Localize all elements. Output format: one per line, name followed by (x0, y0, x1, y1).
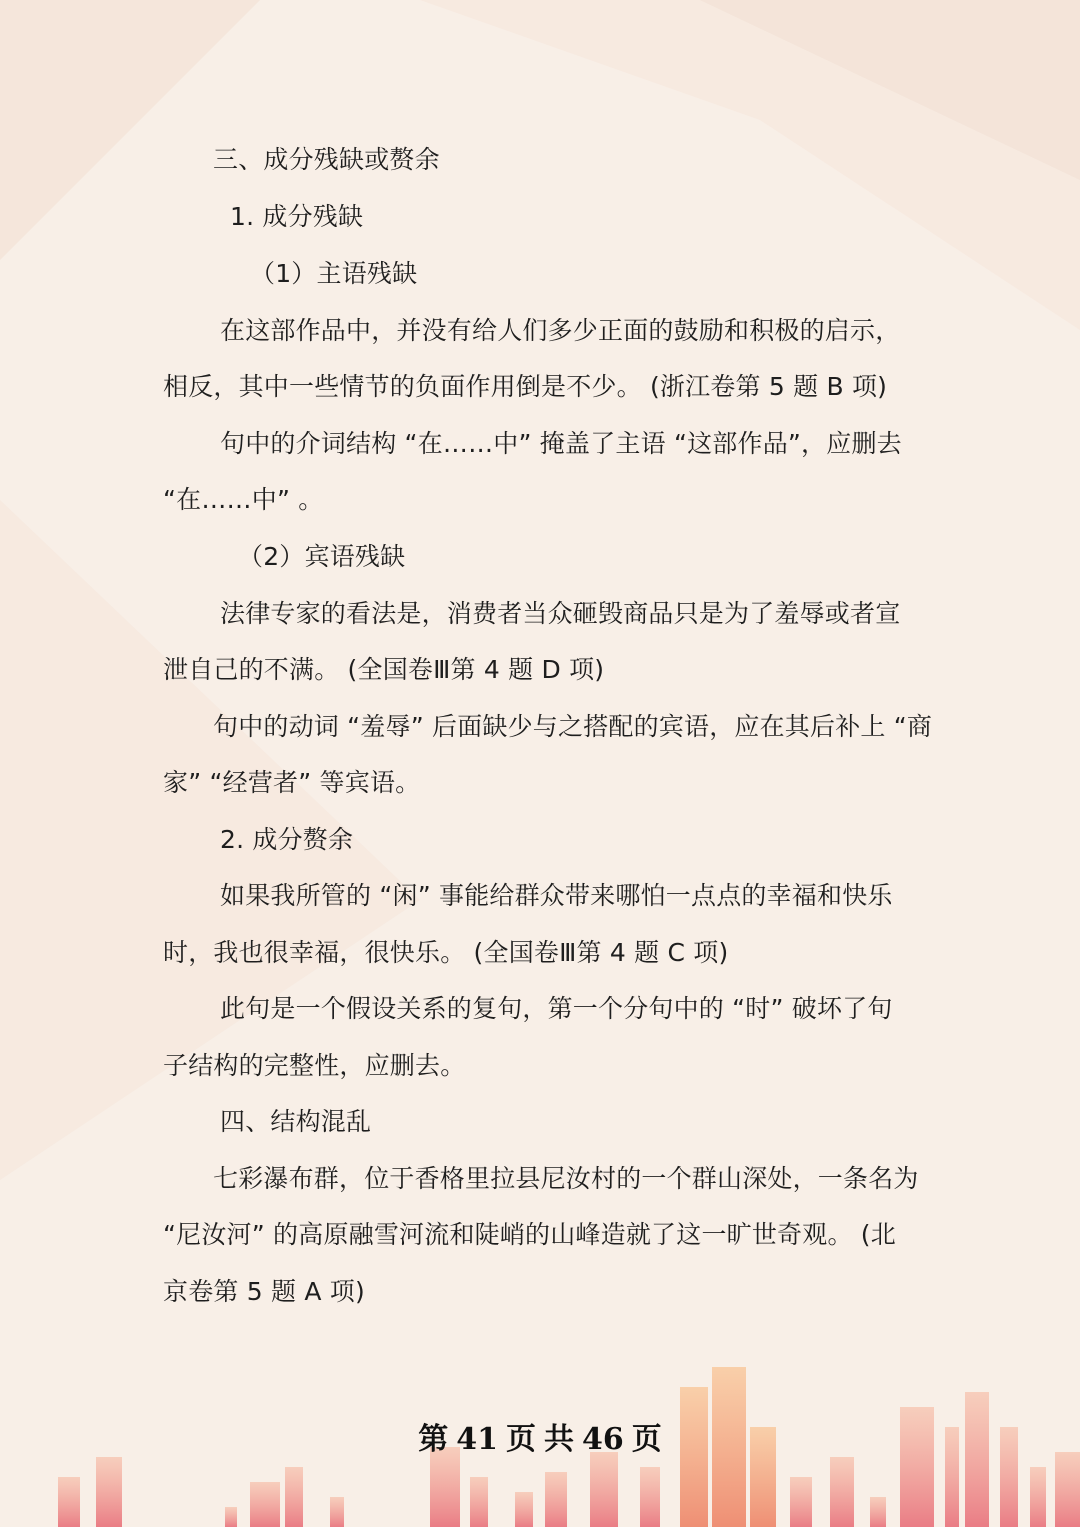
example-sentence: 泄自己的不满。 (全国卷Ⅲ第 4 题 D 项) (163, 655, 605, 684)
footer-word: 页 (631, 1422, 662, 1457)
explanation-text: 句中的介词结构 “在……中” 掩盖了主语 “这部作品”，应删去 (220, 429, 902, 458)
page-number-footer (0, 1418, 1080, 1462)
example-sentence: 在这部作品中，并没有给人们多少正面的鼓励和积极的启示， (220, 316, 901, 345)
section-heading: 三、成分残缺或赘余 (213, 145, 440, 174)
item-heading: （1）主语残缺 (250, 259, 418, 288)
example-sentence: 法律专家的看法是，消费者当众砸毁商品只是为了羞辱或者宣 (220, 599, 901, 628)
example-sentence: 京卷第 5 题 A 项) (163, 1277, 365, 1306)
explanation-text: 家” “经营者” 等宾语。 (163, 768, 421, 797)
example-sentence: “尼汝河” 的高原融雪河流和陡峭的山峰造就了这一旷世奇观。 (北 (163, 1220, 896, 1249)
example-sentence: 时，我也很幸福，很快乐。 (全国卷Ⅲ第 4 题 C 项) (163, 938, 729, 967)
footer-word: 共 (544, 1422, 574, 1457)
explanation-text: 句中的动词 “羞辱” 后面缺少与之搭配的宾语，应在其后补上 “商 (213, 712, 933, 741)
item-heading: （2）宾语残缺 (238, 542, 406, 571)
total-page-count: 46 (582, 1422, 624, 1457)
footer-word: 第 (418, 1422, 449, 1457)
subsection-heading: 2. 成分赘余 (220, 825, 354, 854)
explanation-text: “在……中” 。 (163, 485, 324, 514)
footer-word: 页 (506, 1422, 536, 1457)
explanation-text: 子结构的完整性，应删去。 (163, 1051, 466, 1080)
example-sentence: 如果我所管的 “闲” 事能给群众带来哪怕一点点的幸福和快乐 (220, 881, 893, 910)
subsection-heading: 1. 成分残缺 (230, 202, 364, 231)
explanation-text: 此句是一个假设关系的复句，第一个分句中的 “时” 破坏了句 (220, 994, 893, 1023)
section-heading: 四、结构混乱 (220, 1107, 372, 1136)
current-page-number: 41 (456, 1422, 498, 1457)
example-sentence: 七彩瀑布群，位于香格里拉县尼汝村的一个群山深处，一条名为 (213, 1164, 919, 1193)
example-sentence: 相反，其中一些情节的负面作用倒是不少。 (浙江卷第 5 题 B 项) (163, 372, 888, 401)
